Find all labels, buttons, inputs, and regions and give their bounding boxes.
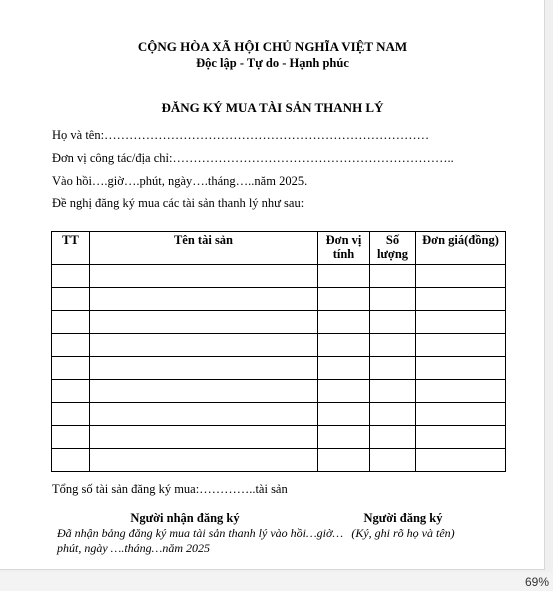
table-cell bbox=[416, 334, 506, 357]
document-title: ĐĂNG KÝ MUA TÀI SẢN THANH LÝ bbox=[161, 100, 384, 115]
table-row bbox=[52, 265, 506, 288]
table-cell bbox=[318, 311, 370, 334]
table-cell bbox=[52, 311, 90, 334]
table-cell bbox=[370, 357, 416, 380]
table-row bbox=[52, 449, 506, 472]
table-cell bbox=[90, 403, 318, 426]
table-cell bbox=[90, 265, 318, 288]
col-header-unit-price: Đơn giá(đồng) bbox=[416, 232, 506, 265]
col-header-tt: TT bbox=[52, 232, 90, 265]
table-row bbox=[52, 311, 506, 334]
zoom-level[interactable]: 69% bbox=[524, 575, 549, 589]
registrant-title: Người đăng ký bbox=[363, 511, 443, 525]
table-row bbox=[52, 334, 506, 357]
col-header-quantity: Số lượng bbox=[370, 232, 416, 265]
request-line: Đề nghị đăng ký mua các tài sản thanh lý như sau: bbox=[52, 196, 305, 210]
table-cell bbox=[370, 380, 416, 403]
name-field: Họ và tên:…………………………………………………………………… bbox=[52, 128, 430, 142]
table-row bbox=[52, 426, 506, 449]
table-cell bbox=[318, 426, 370, 449]
table-cell bbox=[90, 334, 318, 357]
table-cell bbox=[370, 311, 416, 334]
table-cell bbox=[318, 403, 370, 426]
table-row bbox=[52, 357, 506, 380]
table-row bbox=[52, 403, 506, 426]
status-bar bbox=[0, 572, 553, 591]
table-cell bbox=[90, 288, 318, 311]
table-cell bbox=[416, 380, 506, 403]
table-cell bbox=[370, 288, 416, 311]
table-cell bbox=[52, 426, 90, 449]
table-cell bbox=[318, 265, 370, 288]
table-cell bbox=[318, 288, 370, 311]
table-cell bbox=[370, 265, 416, 288]
country-header: CỘNG HÒA XÃ HỘI CHỦ NGHĨA VIỆT NAM bbox=[137, 39, 408, 54]
table-cell bbox=[416, 403, 506, 426]
receiver-title: Người nhận đăng ký bbox=[130, 511, 240, 525]
table-cell bbox=[416, 288, 506, 311]
table-cell bbox=[370, 403, 416, 426]
table-header-row bbox=[52, 232, 506, 265]
unit-address-field: Đơn vị công tác/địa chỉ:………………………………………………………….. bbox=[52, 151, 454, 165]
table-row bbox=[52, 288, 506, 311]
table-body bbox=[52, 265, 506, 472]
table-cell bbox=[318, 334, 370, 357]
table-cell bbox=[90, 449, 318, 472]
table-cell bbox=[90, 380, 318, 403]
table-cell bbox=[370, 334, 416, 357]
registrant-note: (Ký, ghi rõ họ và tên) bbox=[351, 526, 455, 540]
table-cell bbox=[416, 311, 506, 334]
col-header-asset-name: Tên tài sản bbox=[90, 232, 318, 265]
table-cell bbox=[90, 426, 318, 449]
table-cell bbox=[52, 357, 90, 380]
table-cell bbox=[52, 334, 90, 357]
table-cell bbox=[52, 265, 90, 288]
col-header-unit: Đơn vị tính bbox=[318, 232, 370, 265]
total-line: Tổng số tài sản đăng ký mua:…………..tài sản bbox=[52, 482, 288, 496]
motto-header: Độc lập - Tự do - Hạnh phúc bbox=[196, 56, 349, 70]
table-cell bbox=[90, 311, 318, 334]
table-cell bbox=[370, 426, 416, 449]
table-cell bbox=[370, 449, 416, 472]
table-cell bbox=[416, 265, 506, 288]
table-cell bbox=[318, 357, 370, 380]
table-cell bbox=[52, 380, 90, 403]
table-cell bbox=[52, 288, 90, 311]
table-cell bbox=[416, 449, 506, 472]
table-cell bbox=[416, 357, 506, 380]
time-field: Vào hồi….giờ….phút, ngày….tháng…..năm 2025. bbox=[52, 174, 308, 188]
table-cell bbox=[90, 357, 318, 380]
table-cell bbox=[52, 449, 90, 472]
table-cell bbox=[52, 403, 90, 426]
table-row bbox=[52, 380, 506, 403]
receiver-note: Đã nhận bảng đăng ký mua tài sản thanh lý vào hồi…giờ…phút, ngày ….tháng…năm 2025 bbox=[57, 526, 344, 555]
table-cell bbox=[318, 449, 370, 472]
table-cell bbox=[416, 426, 506, 449]
asset-table bbox=[51, 231, 506, 472]
table-cell bbox=[318, 380, 370, 403]
